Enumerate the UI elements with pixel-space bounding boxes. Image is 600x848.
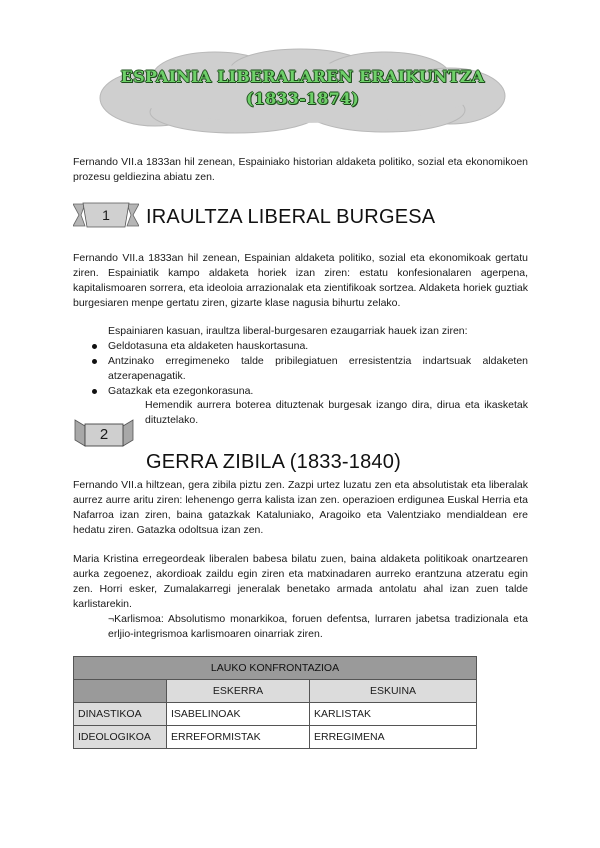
table-row-header: DINASTIKOA	[74, 703, 167, 726]
bullet-dot-icon	[92, 359, 97, 364]
table-col-header: ESKUINA	[310, 680, 477, 703]
table-title: LAUKO KONFRONTAZIOA	[74, 657, 477, 680]
section-1-heading: IRAULTZA LIBERAL BURGESA	[146, 206, 436, 228]
bullet-item: Antzinako erregimeneko talde pribilegiatuen erresistentzia indartsuak aldaketen atzerapenagatik.	[92, 354, 528, 384]
section-2-paragraph-2: Maria Kristina erregeordeak liberalen babesa bilatu zuen, baina aldaketa politikoak onartzearen aurka zegoenez, akordioak zaildu egin ziren eta matxinadaren aurreko erantzuna atzeratu egin zen. Horri esker, Zumalakarregi jeneralak benetako armada antolatu ahal izan zuen talde karlistarekin.	[73, 553, 528, 610]
table-row	[74, 680, 477, 703]
section-1-bullets-intro: Espainiaren kasuan, iraultza liberal-burgesaren ezaugarriak hauek izan ziren:	[108, 325, 468, 337]
section-1-bullet-list	[92, 339, 528, 399]
section-2-number: 2	[99, 426, 109, 443]
section-1-closing: Hemendik aurrera boterea dituztenak burgesak izango dira, dirua eta ikasketak dituztelako.	[145, 399, 528, 426]
bullet-dot-icon	[92, 389, 97, 394]
page-title	[95, 66, 510, 110]
bullet-dot-icon	[92, 344, 97, 349]
title-line-1: ESPAINIA LIBERALAREN ERAIKUNTZA	[120, 67, 485, 86]
table-cell: ERREFORMISTAK	[167, 726, 310, 749]
table-row	[74, 703, 477, 726]
table-row	[74, 726, 477, 749]
section-2-paragraph-1: Fernando VII.a hiltzean, gera zibila piztu zen. Zazpi urtez luzatu zen eta absolutistak eta liberalak aurrez aurre aritu ziren: lehenengo gerra kalista izan zen. operazioen erdigunea Euskal Herria eta Nafarroa izan ziren, baina gatazkak Kataluniako, Aragoiko eta Valentziako mendialdean ere hedatu ziren. Gatazka odoltsua izan zen.	[73, 479, 528, 536]
section-2-note: ¬Karlismoa: Absolutismo monarkikoa, foruen defentsa, lurraren jabetsa tradizionala eta erljio-integrismoa karlismoaren oinarriak ziren.	[108, 613, 528, 640]
confrontation-table	[73, 656, 477, 749]
table-row	[74, 657, 477, 680]
section-1-paragraph: Fernando VII.a 1833an hil zenean, Espainian aldaketa politiko, sozial eta ekonomikoak gertatu ziren. Espainiatik kampo aldaketa horiek izan ziren: estatu konfesionalaren agerpena, kapitalismoaren sorrera, eta ideoloia arrazionalak eta zientifikoak sortzea. Aldaketa horiek guztiak burgesiaren menpe gertatu ziren, gizarte klase nagusia bihurtu zelako.	[73, 252, 528, 309]
title-line-2: (1833-1874)	[245, 89, 360, 108]
table-row-header: IDEOLOGIKOA	[74, 726, 167, 749]
table-cell: ISABELINOAK	[167, 703, 310, 726]
table-corner-cell	[74, 680, 167, 703]
table-cell: KARLISTAK	[310, 703, 477, 726]
intro-paragraph: Fernando VII.a 1833an hil zenean, Espainiako historian aldaketa politiko, sozial eta ekonomikoen prozesu geldiezina abiatu zen.	[73, 156, 528, 183]
section-2-heading: GERRA ZIBILA (1833-1840)	[146, 451, 401, 473]
bullet-item: Geldotasuna eta aldaketen hauskortasuna.	[92, 339, 528, 354]
bullet-item: Gatazkak eta ezegonkorasuna.	[92, 384, 528, 399]
section-1-number: 1	[102, 207, 110, 223]
table-cell: ERREGIMENA	[310, 726, 477, 749]
table-col-header: ESKERRA	[167, 680, 310, 703]
